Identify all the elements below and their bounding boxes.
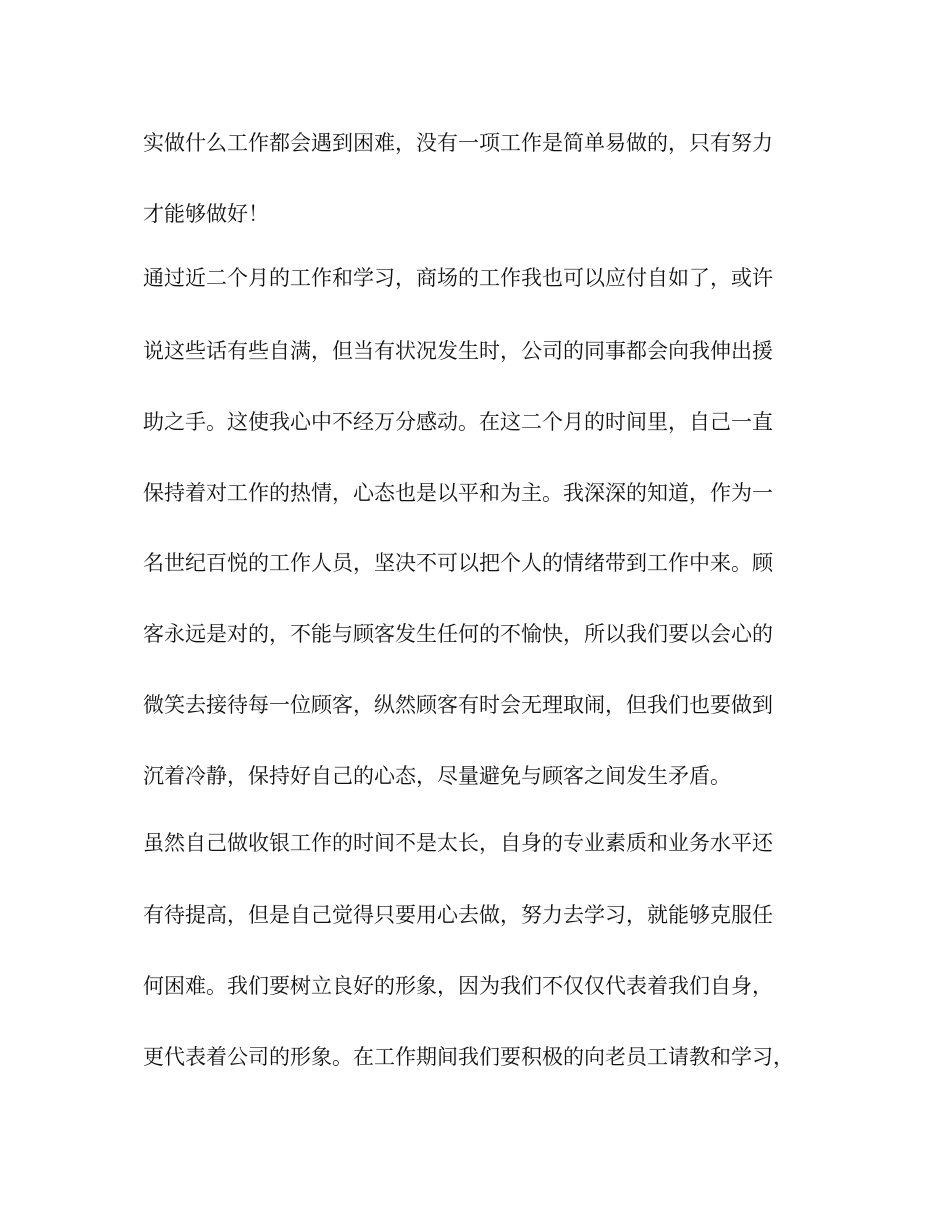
text-line: 何困难。我们要树立良好的形象，因为我们不仅仅代表着我们自身， bbox=[143, 974, 773, 998]
text-line: 更代表着公司的形象。在工作期间我们要积极的向老员工请教和学习， bbox=[143, 1045, 794, 1069]
text-line: 助之手。这使我心中不经万分感动。在这二个月的时间里，自己一直 bbox=[143, 410, 773, 434]
text-line: 有待提高，但是自己觉得只要用心去做，努力去学习，就能够克服任 bbox=[143, 903, 773, 927]
text-line: 客永远是对的，不能与顾客发生任何的不愉快，所以我们要以会心的 bbox=[143, 622, 773, 646]
text-line: 实做什么工作都会遇到困难，没有一项工作是简单易做的，只有努力 bbox=[143, 131, 773, 155]
text-line: 沉着冷静，保持好自己的心态，尽量避免与顾客之间发生矛盾。 bbox=[143, 764, 731, 788]
text-line: 通过近二个月的工作和学习，商场的工作我也可以应付自如了，或许 bbox=[143, 266, 773, 290]
text-line: 名世纪百悦的工作人员，坚决不可以把个人的情绪带到工作中来。顾 bbox=[143, 551, 773, 575]
text-line: 微笑去接待每一位顾客，纵然顾客有时会无理取闹，但我们也要做到 bbox=[143, 693, 773, 717]
text-line: 说这些话有些自满，但当有状况发生时，公司的同事都会向我伸出援 bbox=[143, 339, 773, 363]
text-line: 保持着对工作的热情，心态也是以平和为主。我深深的知道，作为一 bbox=[143, 481, 773, 505]
text-line: 虽然自己做收银工作的时间不是太长，自身的专业素质和业务水平还 bbox=[143, 831, 773, 855]
text-line: 才能够做好！ bbox=[143, 202, 269, 226]
